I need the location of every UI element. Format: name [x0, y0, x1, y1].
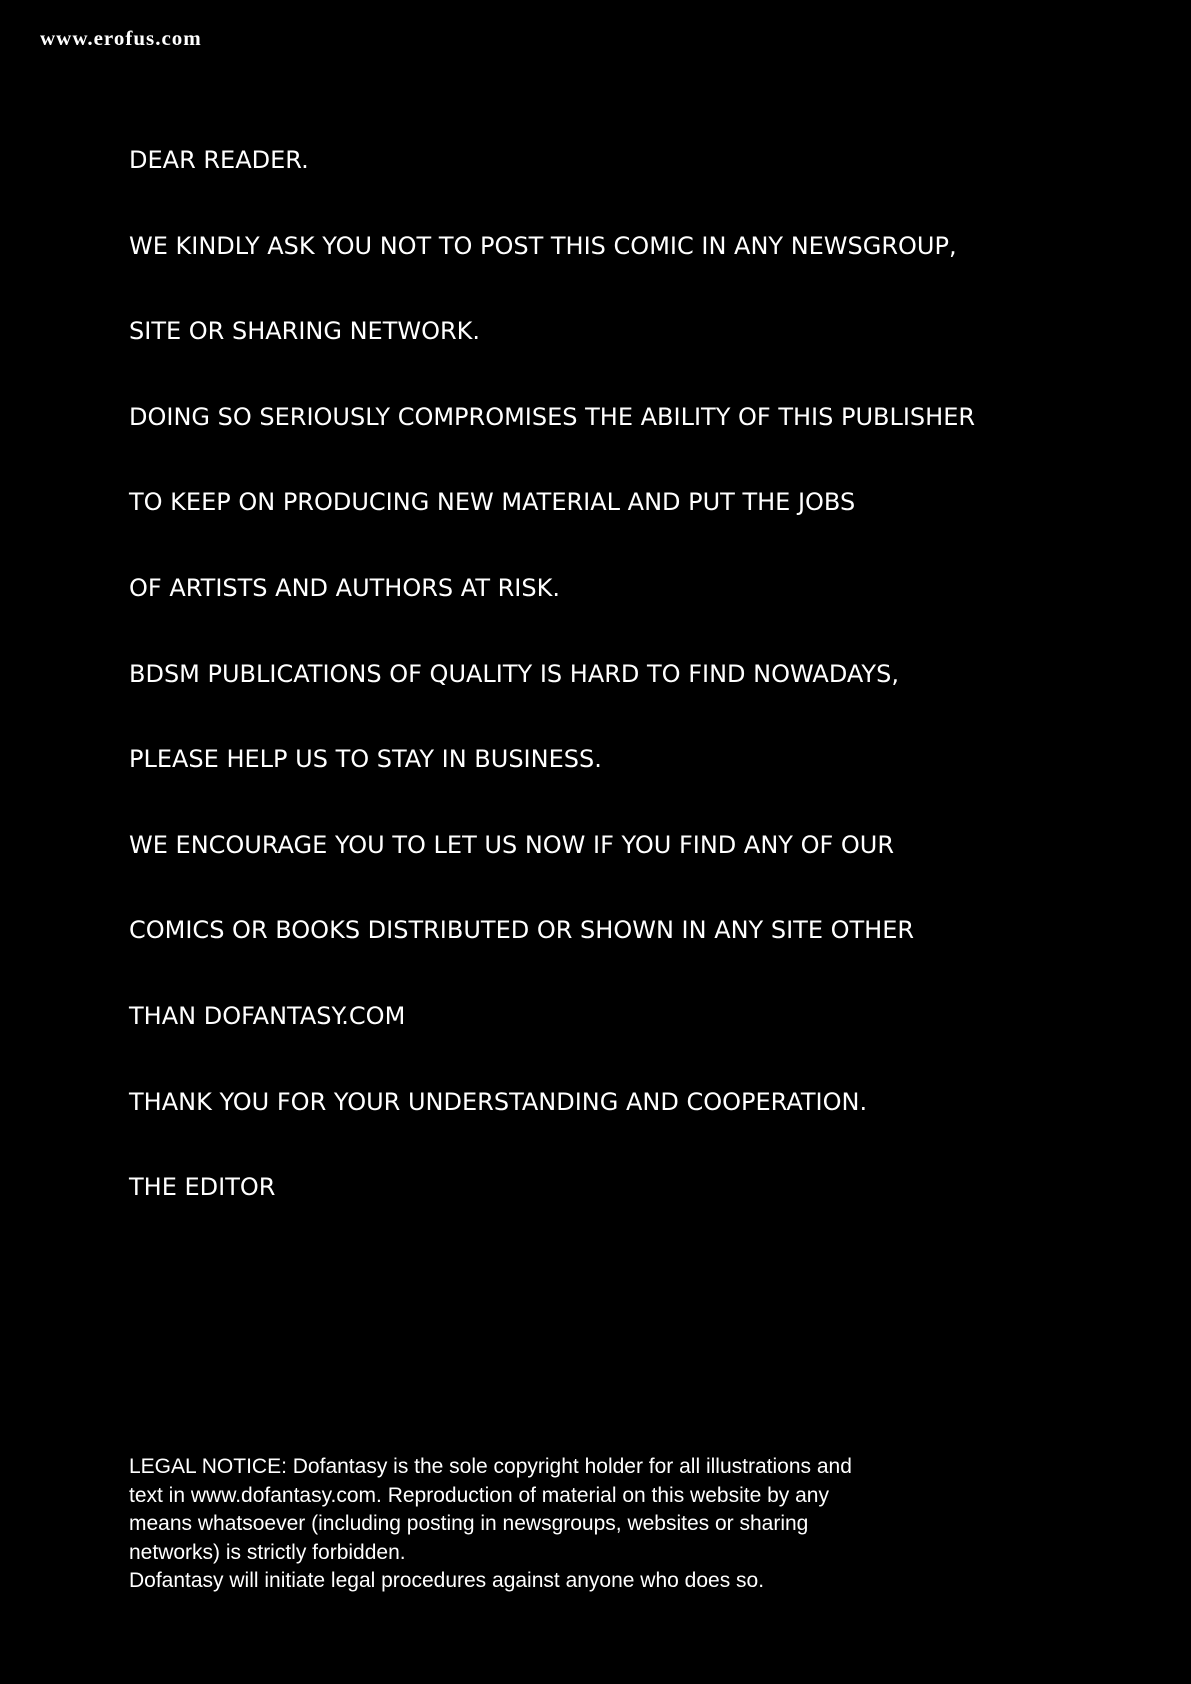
letter-line: PLEASE HELP US TO STAY IN BUSINESS. — [129, 745, 602, 774]
letter-line: OF ARTISTS AND AUTHORS AT RISK. — [129, 573, 560, 602]
letter-line: THAN DOFANTASY.COM — [129, 1001, 406, 1030]
editor-letter — [129, 147, 1109, 1260]
legal-notice-line: LEGAL NOTICE: Dofantasy is the sole copyright holder for all illustrations and — [129, 1455, 852, 1478]
letter-line: THANK YOU FOR YOUR UNDERSTANDING AND COOPERATION. — [129, 1087, 868, 1116]
letter-line: TO KEEP ON PRODUCING NEW MATERIAL AND PUT THE JOBS — [129, 488, 856, 517]
letter-signature: THE EDITOR — [129, 1173, 276, 1202]
letter-line: SITE OR SHARING NETWORK. — [129, 317, 481, 346]
legal-notice-line: text in www.dofantasy.com. Reproduction of material on this website by any — [129, 1483, 829, 1507]
watermark-text: www.erofus.com — [40, 26, 202, 50]
legal-notice-line: networks) is strictly forbidden. — [129, 1540, 406, 1564]
letter-line: WE ENCOURAGE YOU TO LET US NOW IF YOU FIND ANY OF OUR — [129, 830, 895, 859]
letter-line: COMICS OR BOOKS DISTRIBUTED OR SHOWN IN ANY SITE OTHER — [129, 916, 915, 945]
letter-line: BDSM PUBLICATIONS OF QUALITY IS HARD TO FIND NOWADAYS, — [129, 659, 899, 688]
legal-notice — [129, 1453, 1029, 1596]
legal-notice-line: Dofantasy will initiate legal procedures against anyone who does so. — [129, 1569, 765, 1593]
letter-line: WE KINDLY ASK YOU NOT TO POST THIS COMIC IN ANY NEWSGROUP, — [129, 231, 957, 260]
letter-line: DOING SO SERIOUSLY COMPROMISES THE ABILITY OF THIS PUBLISHER — [129, 402, 976, 431]
legal-notice-line: means whatsoever (including posting in newsgroups, websites or sharing — [129, 1512, 809, 1536]
letter-line: DEAR READER. — [129, 146, 309, 174]
